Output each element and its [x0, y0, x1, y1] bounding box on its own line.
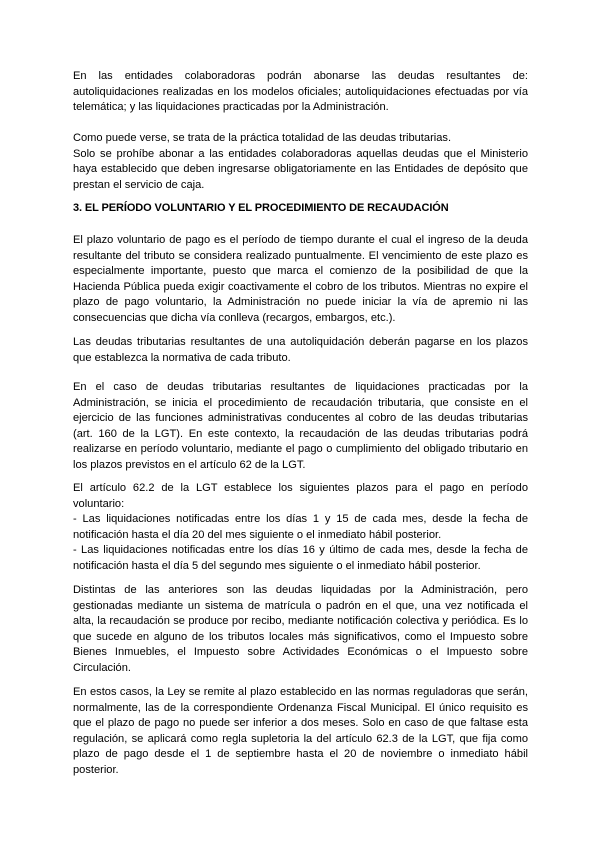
paragraph-text: En las entidades colaboradoras podrán abonarse las deudas resultantes de: autoliquidaciones realizadas en los modelos oficiales; autoliquidaciones efectuadas por vía telemática; y las liquidaciones practicadas por la Administración. — [73, 70, 528, 114]
paragraph-matricula-padron — [73, 583, 528, 677]
list-item: - Las liquidaciones notificadas entre los días 1 y 15 de cada mes, desde la fecha de notificación hasta el día 20 del mes siguiente o el inmediato hábil posterior. — [73, 513, 528, 541]
paragraph-text: El artículo 62.2 de la LGT establece los siguientes plazos para el pago en período voluntario: — [73, 482, 528, 510]
paragraph-text: El plazo voluntario de pago es el período de tiempo durante el cual el ingreso de la deuda resultante del tributo se considera realizado puntualmente. El vencimiento de este plazo es especialmente importante, puesto que marca el comienzo de la posibilidad de que la Hacienda Pública pueda exigir coactivamente el cobro de los tributos. Mientras no expire el plazo de pago voluntario, la Administración no puede iniciar la vía de apremio ni las consecuencias que dicha vía conlleva (recargos, embargos, etc.). — [73, 234, 528, 324]
paragraph-practica-totalidad — [73, 131, 528, 193]
paragraph-text: En el caso de deudas tributarias resultantes de liquidaciones practicadas por la Administración, se inicia el procedimiento de recaudación tributaria, que consiste en el ejercicio de las funciones administrativas conducentes al cobro de las deudas tributarias (art. 160 de la LGT). En este contexto, la recaudación de las deudas tributarias podrá realizarse en período voluntario, mediante el pago o cumplimiento del obligado tributario en los plazos previstos en el artículo 62 de la LGT. — [73, 381, 528, 471]
paragraph-text: Distintas de las anteriores son las deudas liquidadas por la Administración, pero gestionadas mediante un sistema de matrícula o padrón en el que, una vez notificada el alta, la recaudación se produce por recibo, mediante notificación colectiva y periódica. Es lo que sucede en alguno de los tributos locales más significativos, como el Impuesto sobre Bienes Inmuebles, el Impuesto sobre Actividades Económicas o el Impuesto sobre Circulación. — [73, 584, 528, 674]
paragraph-autoliquidacion — [73, 335, 528, 366]
paragraph-text: Como puede verse, se trata de la práctica totalidad de las deudas tributarias. — [73, 132, 452, 144]
section-heading: 3. EL PERÍODO VOLUNTARIO Y EL PROCEDIMIENTO DE RECAUDACIÓN — [73, 202, 449, 214]
paragraph-text: Solo se prohíbe abonar a las entidades colaboradoras aquellas deudas que el Ministerio haya establecido que deben ingresarse obligatoriamente en las Entidades de depósito que prestan el servicio de caja. — [73, 147, 528, 191]
paragraph-entidades-colaboradoras — [73, 69, 528, 116]
list-item: - Las liquidaciones notificadas entre los días 16 y último de cada mes, desde la fecha de notificación hasta el día 5 del segundo mes siguiente o el inmediato hábil posterior. — [73, 544, 528, 572]
paragraph-text: Las deudas tributarias resultantes de una autoliquidación deberán pagarse en los plazos que establezca la normativa de cada tributo. — [73, 336, 528, 364]
paragraph-articulo-62-2 — [73, 481, 528, 575]
paragraph-text: En estos casos, la Ley se remite al plazo establecido en las normas reguladoras que serán, normalmente, las de la correspondiente Ordenanza Fiscal Municipal. El único requisito es que el plazo de pago no puede ser inferior a dos meses. Solo en caso de que faltase esta regulación, se aplicará como regla supletoria la del artículo 62.3 de la LGT, que fija como plazo de pago desde el 1 de septiembre hasta el 20 de noviembre o inmediato hábil posterior. — [73, 686, 528, 776]
paragraph-plazo-voluntario — [73, 233, 528, 327]
paragraph-ordenanza-fiscal — [73, 685, 528, 779]
paragraph-liquidaciones-administracion — [73, 380, 528, 474]
